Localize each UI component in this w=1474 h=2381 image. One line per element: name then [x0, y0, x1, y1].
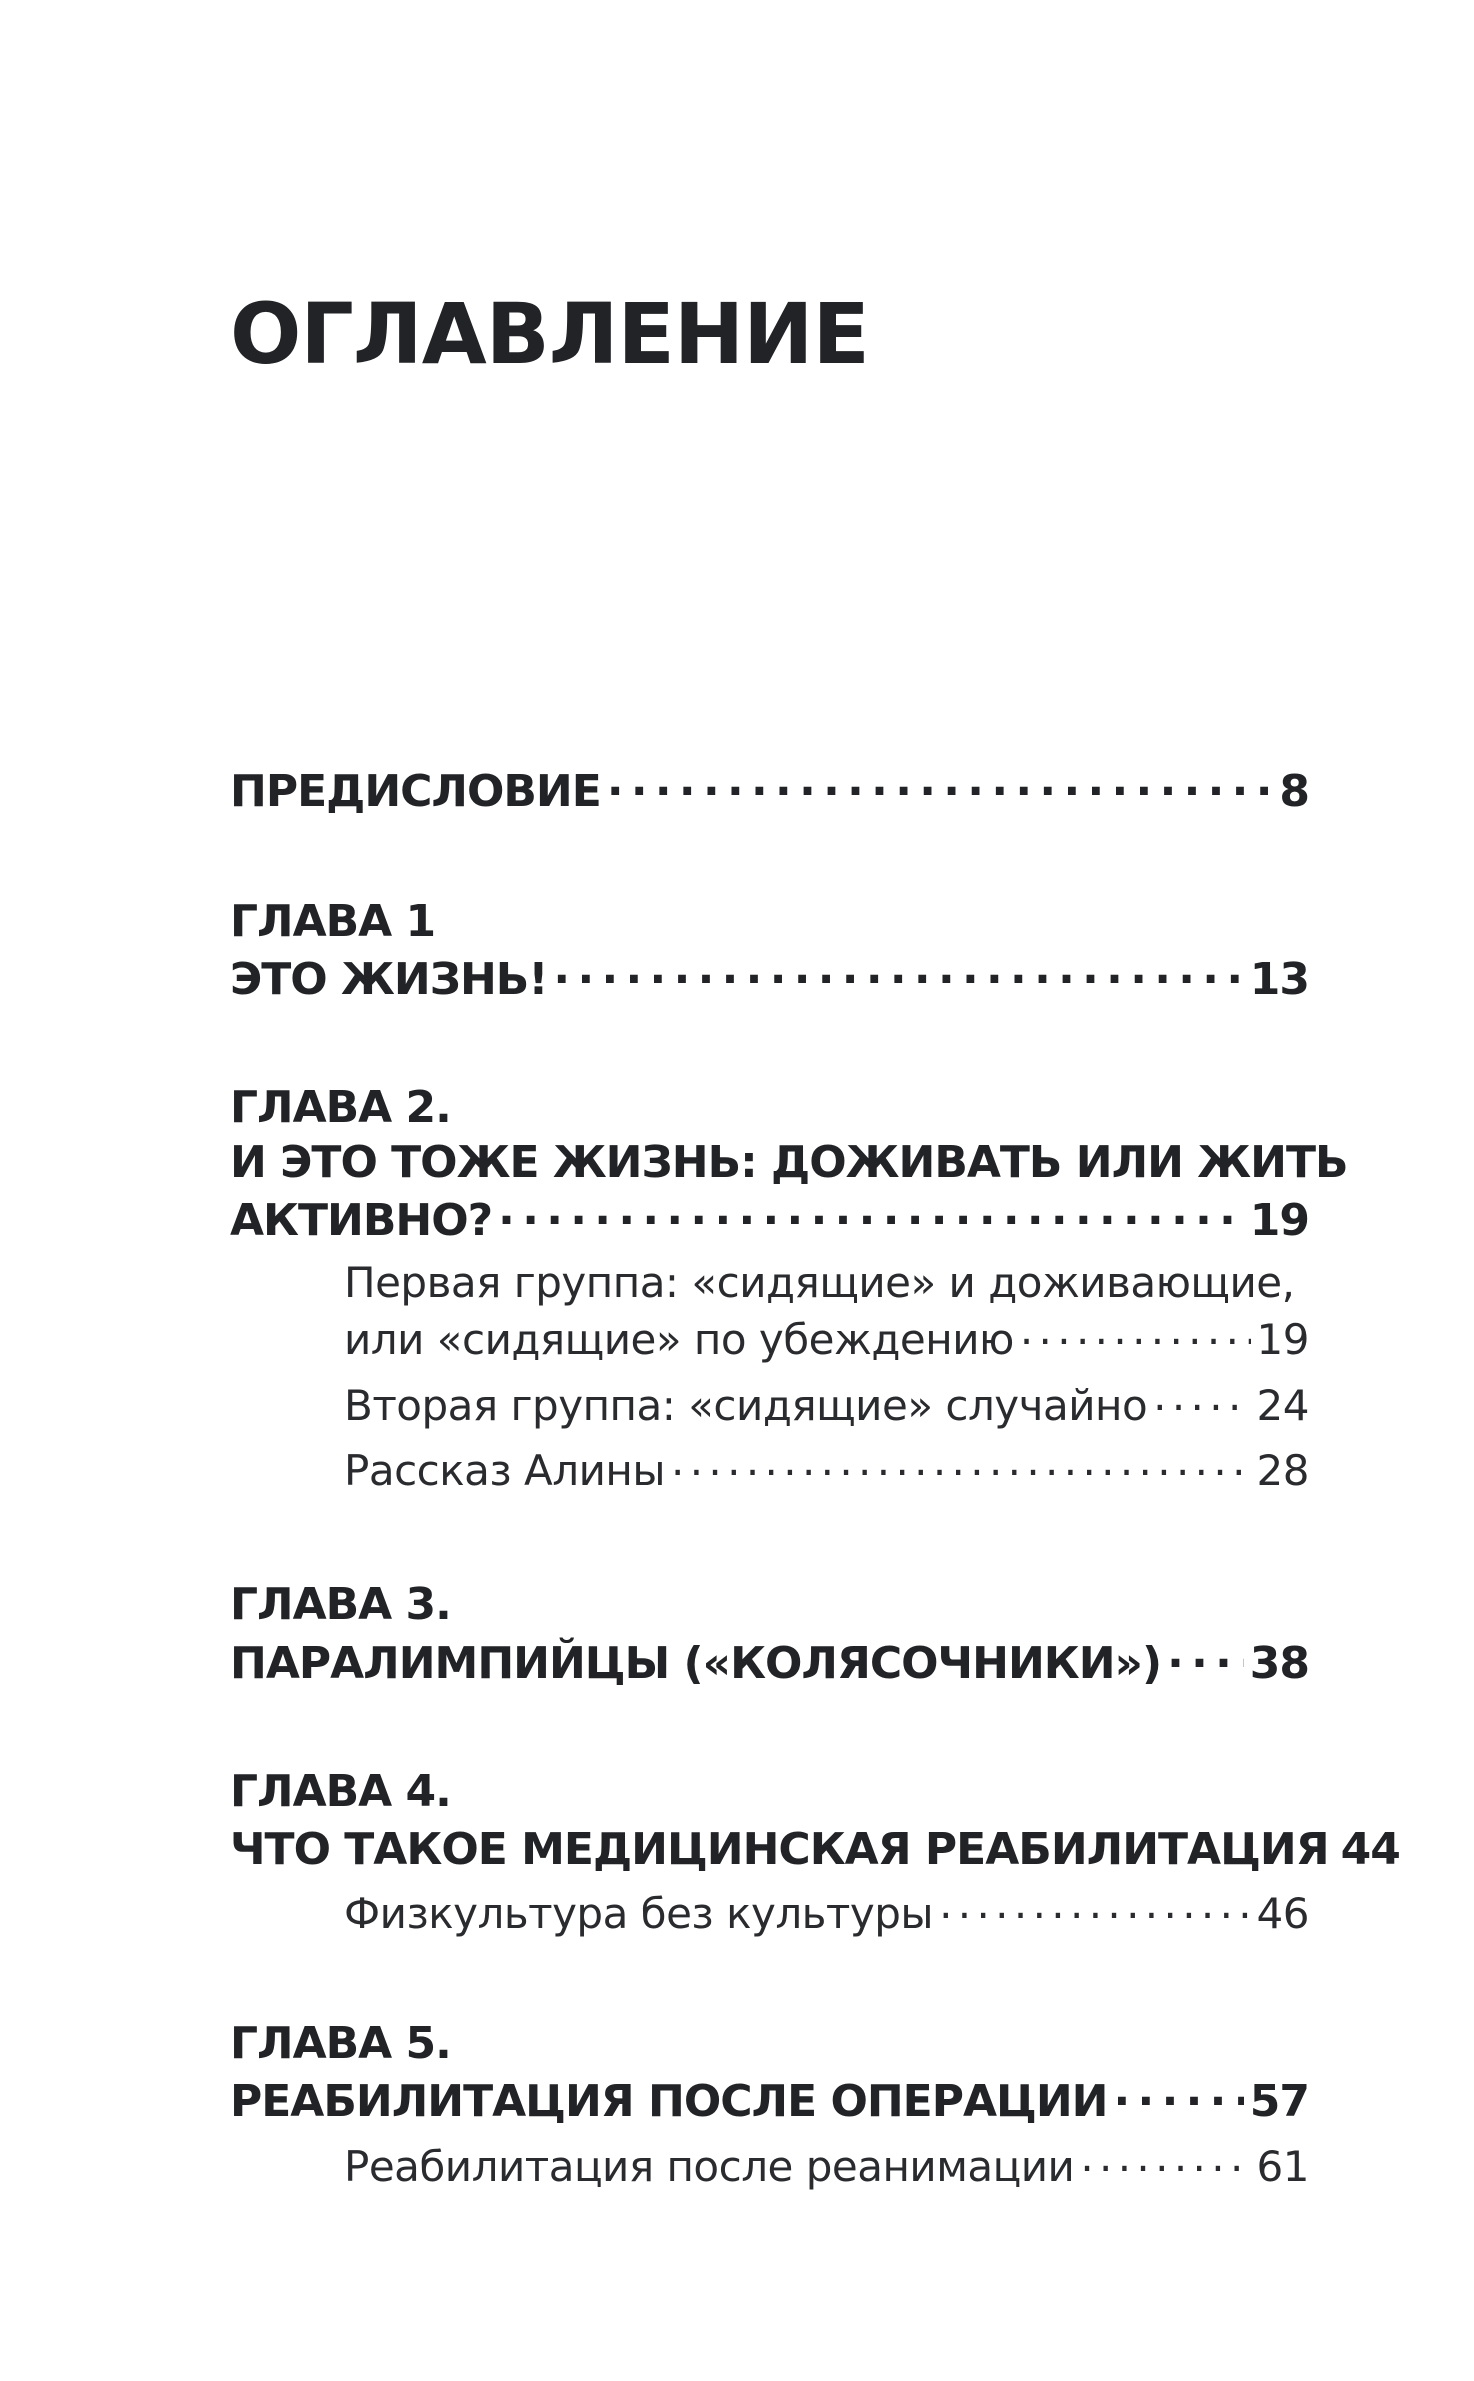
chapter-label: ГЛАВА 3.	[230, 1579, 451, 1630]
toc-page-number: 13	[1249, 954, 1309, 1005]
dot-leader	[939, 1886, 1250, 1928]
toc-entry-title: РЕАБИЛИТАЦИЯ ПОСЛЕ ОПЕРАЦИИ	[230, 2076, 1108, 2127]
toc-page-number: 44	[1340, 1824, 1400, 1875]
dot-leader	[1153, 1378, 1250, 1420]
dot-leader	[1020, 1312, 1251, 1354]
dot-leader	[553, 950, 1243, 994]
toc-entry-foreword[interactable]	[230, 762, 1309, 817]
toc-subentry-after-reanimation[interactable]	[344, 2139, 1309, 2191]
dot-leader	[1167, 1634, 1244, 1678]
toc-entry-chapter-5[interactable]	[230, 2072, 1309, 2127]
toc-page-number: 57	[1249, 2076, 1309, 2127]
toc-subentry-title: Физкультура без культуры	[344, 1889, 934, 1938]
toc-subentry-physical-culture[interactable]	[344, 1886, 1309, 1938]
toc-entry-chapter-3[interactable]	[230, 1634, 1309, 1689]
toc-page-number: 19	[1249, 1195, 1309, 1246]
toc-page-number: 61	[1256, 2142, 1309, 2191]
toc-entry-chapter-2-line1: И ЭТО ТОЖЕ ЖИЗНЬ: ДОЖИВАТЬ ИЛИ ЖИТЬ	[230, 1137, 1348, 1188]
toc-subentry-second-group[interactable]	[344, 1378, 1309, 1430]
toc-entry-title: ЧТО ТАКОЕ МЕДИЦИНСКАЯ РЕАБИЛИТАЦИЯ	[230, 1824, 1329, 1875]
toc-entry-chapter-4[interactable]	[230, 1820, 1400, 1875]
toc-entry-title: ЭТО ЖИЗНЬ!	[230, 954, 548, 1005]
toc-entry-title: ПАРАЛИМПИЙЦЫ («КОЛЯСОЧНИКИ»)	[230, 1638, 1162, 1689]
chapter-label: ГЛАВА 4.	[230, 1766, 451, 1817]
toc-subentry-line1: Первая группа: «сидящие» и доживающие,	[344, 1258, 1295, 1307]
chapter-label: ГЛАВА 2.	[230, 1082, 451, 1133]
chapter-label: ГЛАВА 5.	[230, 2018, 451, 2069]
toc-subentry-first-group[interactable]	[344, 1312, 1309, 1364]
dot-leader	[498, 1191, 1244, 1235]
toc-entry-title: АКТИВНО?	[230, 1195, 493, 1246]
toc-subentry-title: Вторая группа: «сидящие» случайно	[344, 1381, 1148, 1430]
toc-entry-chapter-1[interactable]	[230, 950, 1309, 1005]
toc-page-number: 24	[1256, 1381, 1309, 1430]
toc-page-number: 46	[1256, 1889, 1309, 1938]
toc-page-number: 8	[1279, 766, 1309, 817]
chapter-label: ГЛАВА 1	[230, 896, 436, 947]
toc-entry-title: ПРЕДИСЛОВИЕ	[230, 766, 601, 817]
dot-leader	[607, 762, 1274, 806]
dot-leader	[1114, 2072, 1244, 2116]
toc-page-number: 19	[1256, 1315, 1309, 1364]
page-title: ОГЛАВЛЕНИЕ	[230, 285, 869, 383]
toc-page-number: 28	[1256, 1446, 1309, 1495]
dot-leader	[671, 1443, 1251, 1485]
toc-subentry-title: Реабилитация после реанимации	[344, 2142, 1075, 2191]
toc-subentry-title: или «сидящие» по убеждению	[344, 1315, 1014, 1364]
toc-subentry-alina-story[interactable]	[344, 1443, 1309, 1495]
dot-leader	[1080, 2139, 1250, 2181]
toc-entry-chapter-2[interactable]	[230, 1191, 1309, 1246]
toc-page-number: 38	[1249, 1638, 1309, 1689]
toc-subentry-title: Рассказ Алины	[344, 1446, 666, 1495]
